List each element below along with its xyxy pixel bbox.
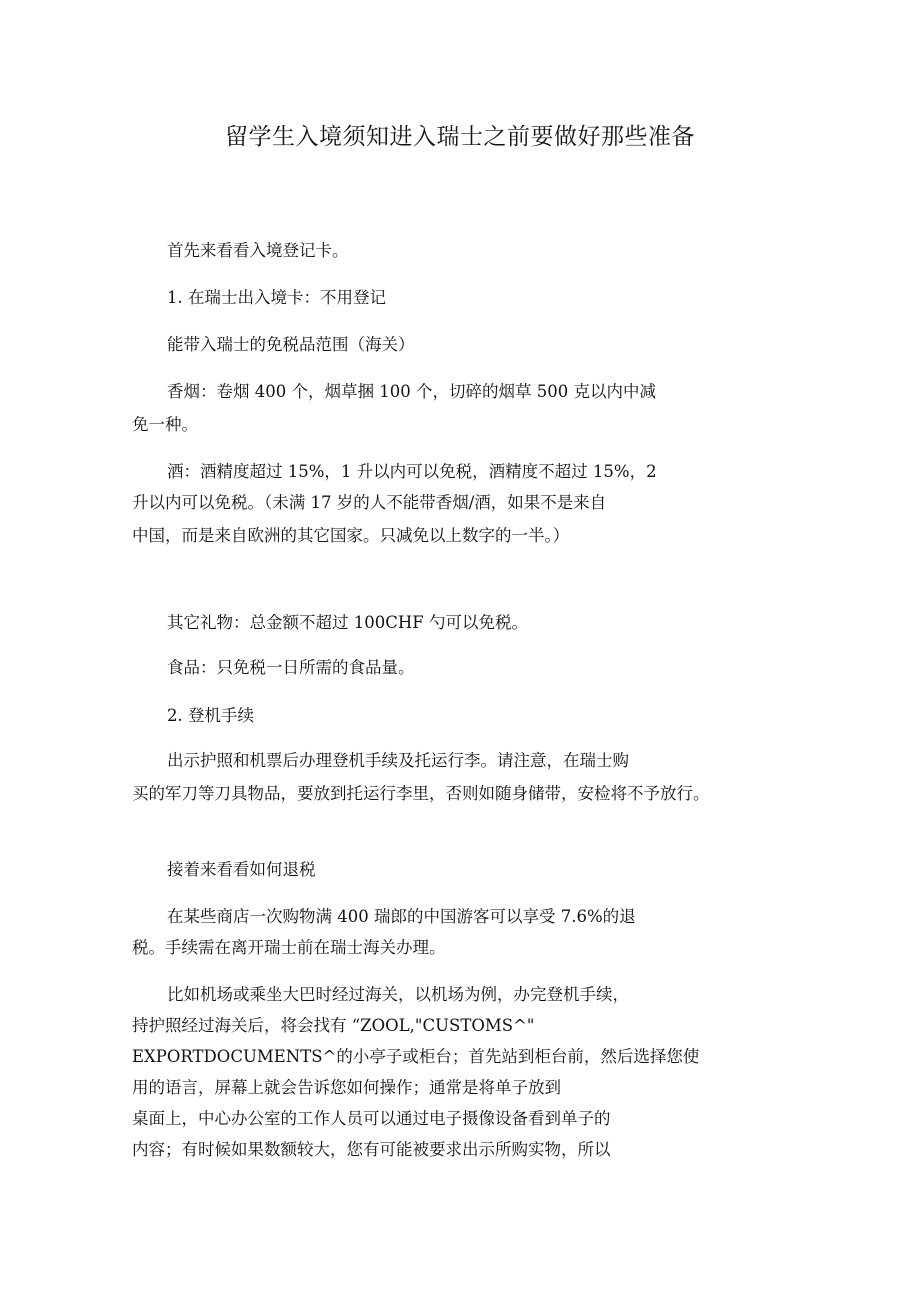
paragraph-line: EXPORTDOCUMENTS^的小亭子或柜台；首先站到柜台前，然后选择您使	[132, 1047, 700, 1066]
paragraph-line: 内容；有时候如果数额较大，您有可能被要求出示所购实物，所以	[132, 1140, 611, 1159]
paragraph-line: 升以内可以免税。（未满 17 岁的人不能带香烟/酒，如果不是来自	[132, 493, 607, 512]
paragraph-line: 用的语言，屏幕上就会告诉您如何操作；通常是将单子放到	[132, 1078, 561, 1097]
paragraph-line: 能带入瑞士的免税品范围（海关）	[167, 335, 415, 354]
paragraph-line: 比如机场或乘坐大巴时经过海关，以机场为例，办完登机手续，	[167, 985, 629, 1004]
paragraph-line: 免一种。	[132, 415, 198, 434]
paragraph-line: 中国，而是来自欧洲的其它国家。只减免以上数字的一半。）	[132, 526, 570, 545]
paragraph-line: 出示护照和机票后办理登机手续及托运行李。请注意，在瑞士购	[167, 751, 629, 770]
paragraph-line: 食品：只免税一日所需的食品量。	[167, 658, 415, 677]
section-heading: 接着来看看如何退税	[167, 860, 316, 879]
paragraph-line: 香烟：卷烟 400 个，烟草捆 100 个，切碎的烟草 500 克以内中减	[167, 382, 656, 401]
paragraph-line: 1. 在瑞士出入境卡：不用登记	[167, 288, 386, 307]
paragraph-line: 其它礼物：总金额不超过 100CHF 勺可以免税。	[167, 613, 528, 632]
paragraph-line: 酒：酒精度超过 15%，1 升以内可以免税，酒精度不超过 15%，2	[167, 462, 657, 481]
paragraph-line: 桌面上，中心办公室的工作人员可以通过电子摄像设备看到单子的	[132, 1109, 611, 1128]
paragraph-line: 持护照经过海关后，将会找有 “ZOOL,"CUSTOMS^"	[132, 1016, 535, 1035]
paragraph-line: 税。手续需在离开瑞士前在瑞士海关办理。	[132, 938, 446, 957]
document-title: 留学生入境须知进入瑞士之前要做好那些准备	[225, 124, 695, 150]
paragraph-line: 首先来看看入境登记卡。	[167, 241, 349, 260]
paragraph-line: 在某些商店一次购物满 400 瑞郎的中国游客可以享受 7.6%的退	[167, 907, 636, 926]
section-heading: 2. 登机手续	[167, 706, 254, 725]
paragraph-line: 买的军刀等刀具物品，要放到托运行李里，否则如随身储带，安检将不予放行。	[132, 784, 710, 803]
